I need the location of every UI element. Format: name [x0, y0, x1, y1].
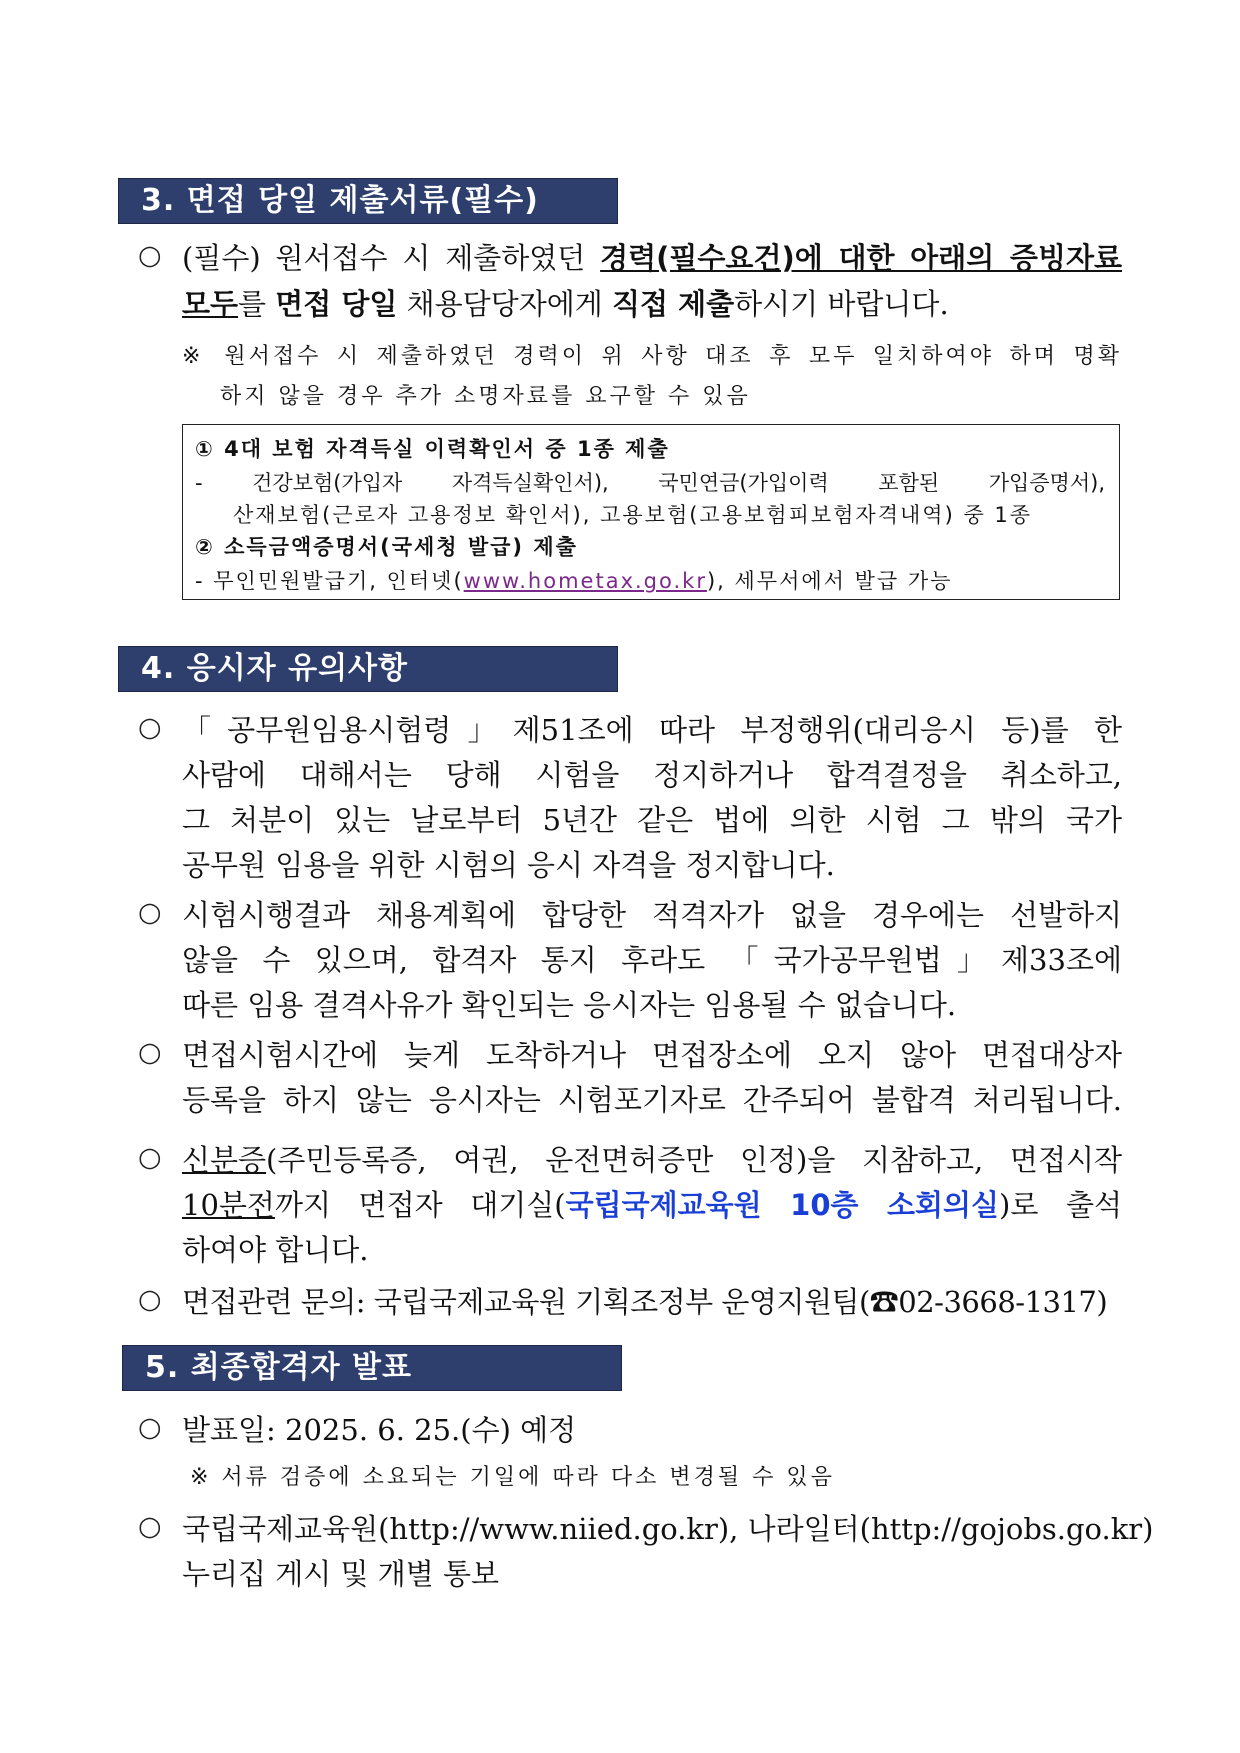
s4-b1-line1: 「공무원임용시험령」제51조에 따라 부정행위(대리응시 등)를 한: [182, 713, 1122, 747]
bullet-icon: ○: [138, 1412, 162, 1443]
s3-note-line1: ※ 원서접수 시 제출하였던 경력이 위 사항 대조 후 모두 일치하여야 하며 명확: [182, 344, 1122, 369]
bullet-icon: ○: [138, 1037, 162, 1068]
s4-waiting-room: 국립국제교육원 10층 소회의실: [565, 1188, 1000, 1222]
s3-text: 하시기 바랍니다.: [734, 287, 949, 321]
section-4-title: 4. 응시자 유의사항: [141, 651, 409, 686]
s4-b3-line2: 등록을 하지 않는 응시자는 시험포기자로 간주되어 불합격 처리됩니다.: [182, 1083, 1122, 1117]
section-3-header: [118, 178, 618, 224]
s5-b2-line2: 누리집 게시 및 개별 통보: [182, 1557, 500, 1591]
bullet-icon: ○: [138, 712, 162, 743]
bullet-icon: ○: [138, 1511, 162, 1542]
s4-ten-minutes: 10분전: [182, 1188, 275, 1222]
s3-emphasis-interview-day: 면접 당일: [275, 287, 398, 321]
s3-emphasis-career: 경력(필수요건)에 대한 아래의 증빙자료: [600, 241, 1122, 275]
s3-text: 채용담당자에게: [397, 287, 612, 321]
s3-text: (필수) 원서접수 시 제출하였던: [182, 241, 601, 275]
s3-bullet1-line2: [182, 282, 949, 323]
s5-b1-line1: 발표일: 2025. 6. 25.(수) 예정: [182, 1413, 577, 1447]
s4-b4-line1: [182, 1138, 1122, 1179]
bullet-icon: ○: [138, 1284, 162, 1315]
s4-b2-line1: 시험시행결과 채용계획에 합당한 적격자가 없을 경우에는 선발하지: [182, 898, 1122, 932]
s4-b1-line3: 그 처분이 있는 날로부터 5년간 같은 법에 의한 시험 그 밖의 국가: [182, 803, 1122, 837]
box-item2-line1: [195, 565, 952, 595]
s4-b4-line2: [182, 1183, 1122, 1224]
section-5-header: [122, 1345, 622, 1391]
box-item1-line1: - 건강보험(가입자 자격득실확인서), 국민연금(가입이력 포함된 가입증명서),: [195, 471, 1105, 495]
bullet-icon: ○: [138, 897, 162, 928]
s4-b2-line3: 따른 임용 결격사유가 확인되는 응시자는 임용될 수 없습니다.: [182, 988, 957, 1022]
s4-text: 까지 면접자 대기실(: [274, 1188, 566, 1222]
section-3-title: 3. 면접 당일 제출서류(필수): [141, 183, 539, 218]
s4-text: (주민등록증, 여권, 운전면허증만 인정)을 지참하고, 면접시작: [266, 1143, 1122, 1177]
s4-b1-line4: 공무원 임용을 위한 시험의 응시 자격을 정지합니다.: [182, 848, 835, 882]
required-documents-box: [182, 424, 1120, 600]
s3-text: 를: [238, 287, 276, 321]
s3-emphasis-direct-submit: 직접 제출: [611, 287, 735, 321]
s4-b5-line1: 면접관련 문의: 국립국제교육원 기획조정부 운영지원팀(☎02-3668-1317): [182, 1285, 1108, 1319]
s3-bullet1-line1: [182, 236, 1122, 277]
bullet-icon: ○: [138, 1142, 162, 1173]
s4-b4-line3: 하여야 합니다.: [182, 1233, 369, 1267]
bullet-icon: ○: [138, 240, 162, 271]
box-item2-title: ② 소득금액증명서(국세청 발급) 제출: [195, 535, 578, 559]
s4-b3-line1: 면접시험시간에 늦게 도착하거나 면접장소에 오지 않아 면접대상자: [182, 1038, 1122, 1072]
box-text: ), 세무서에서 발급 가능: [706, 569, 953, 593]
s4-text: )로 출석: [999, 1188, 1122, 1222]
box-item1-title: ① 4대 보험 자격득실 이력확인서 중 1종 제출: [195, 437, 670, 461]
hometax-link[interactable]: www.hometax.go.kr: [463, 569, 707, 593]
section-4-header: [118, 646, 618, 692]
s5-b2-line1: 국립국제교육원(http://www.niied.go.kr), 나라일터(http://gojobs.go.kr): [182, 1512, 1154, 1546]
s3-note-line2: 하지 않을 경우 추가 소명자료를 요구할 수 있음: [220, 384, 751, 409]
s5-note: ※ 서류 검증에 소요되는 기일에 따라 다소 변경될 수 있음: [190, 1465, 835, 1490]
box-item1-line2: 산재보험(근로자 고용정보 확인서), 고용보험(고용보험피보험자격내역) 중 1종: [233, 503, 1033, 527]
s3-emphasis-all: 모두: [182, 287, 239, 321]
s4-b1-line2: 사람에 대해서는 당해 시험을 정지하거나 합격결정을 취소하고,: [182, 758, 1122, 792]
section-5-title: 5. 최종합격자 발표: [145, 1350, 413, 1385]
box-text: - 무인민원발급기, 인터넷(: [195, 569, 464, 593]
s4-b2-line2: 않을 수 있으며, 합격자 통지 후라도 「국가공무원법」제33조에: [182, 943, 1122, 977]
s4-id-card: 신분증: [182, 1143, 267, 1177]
